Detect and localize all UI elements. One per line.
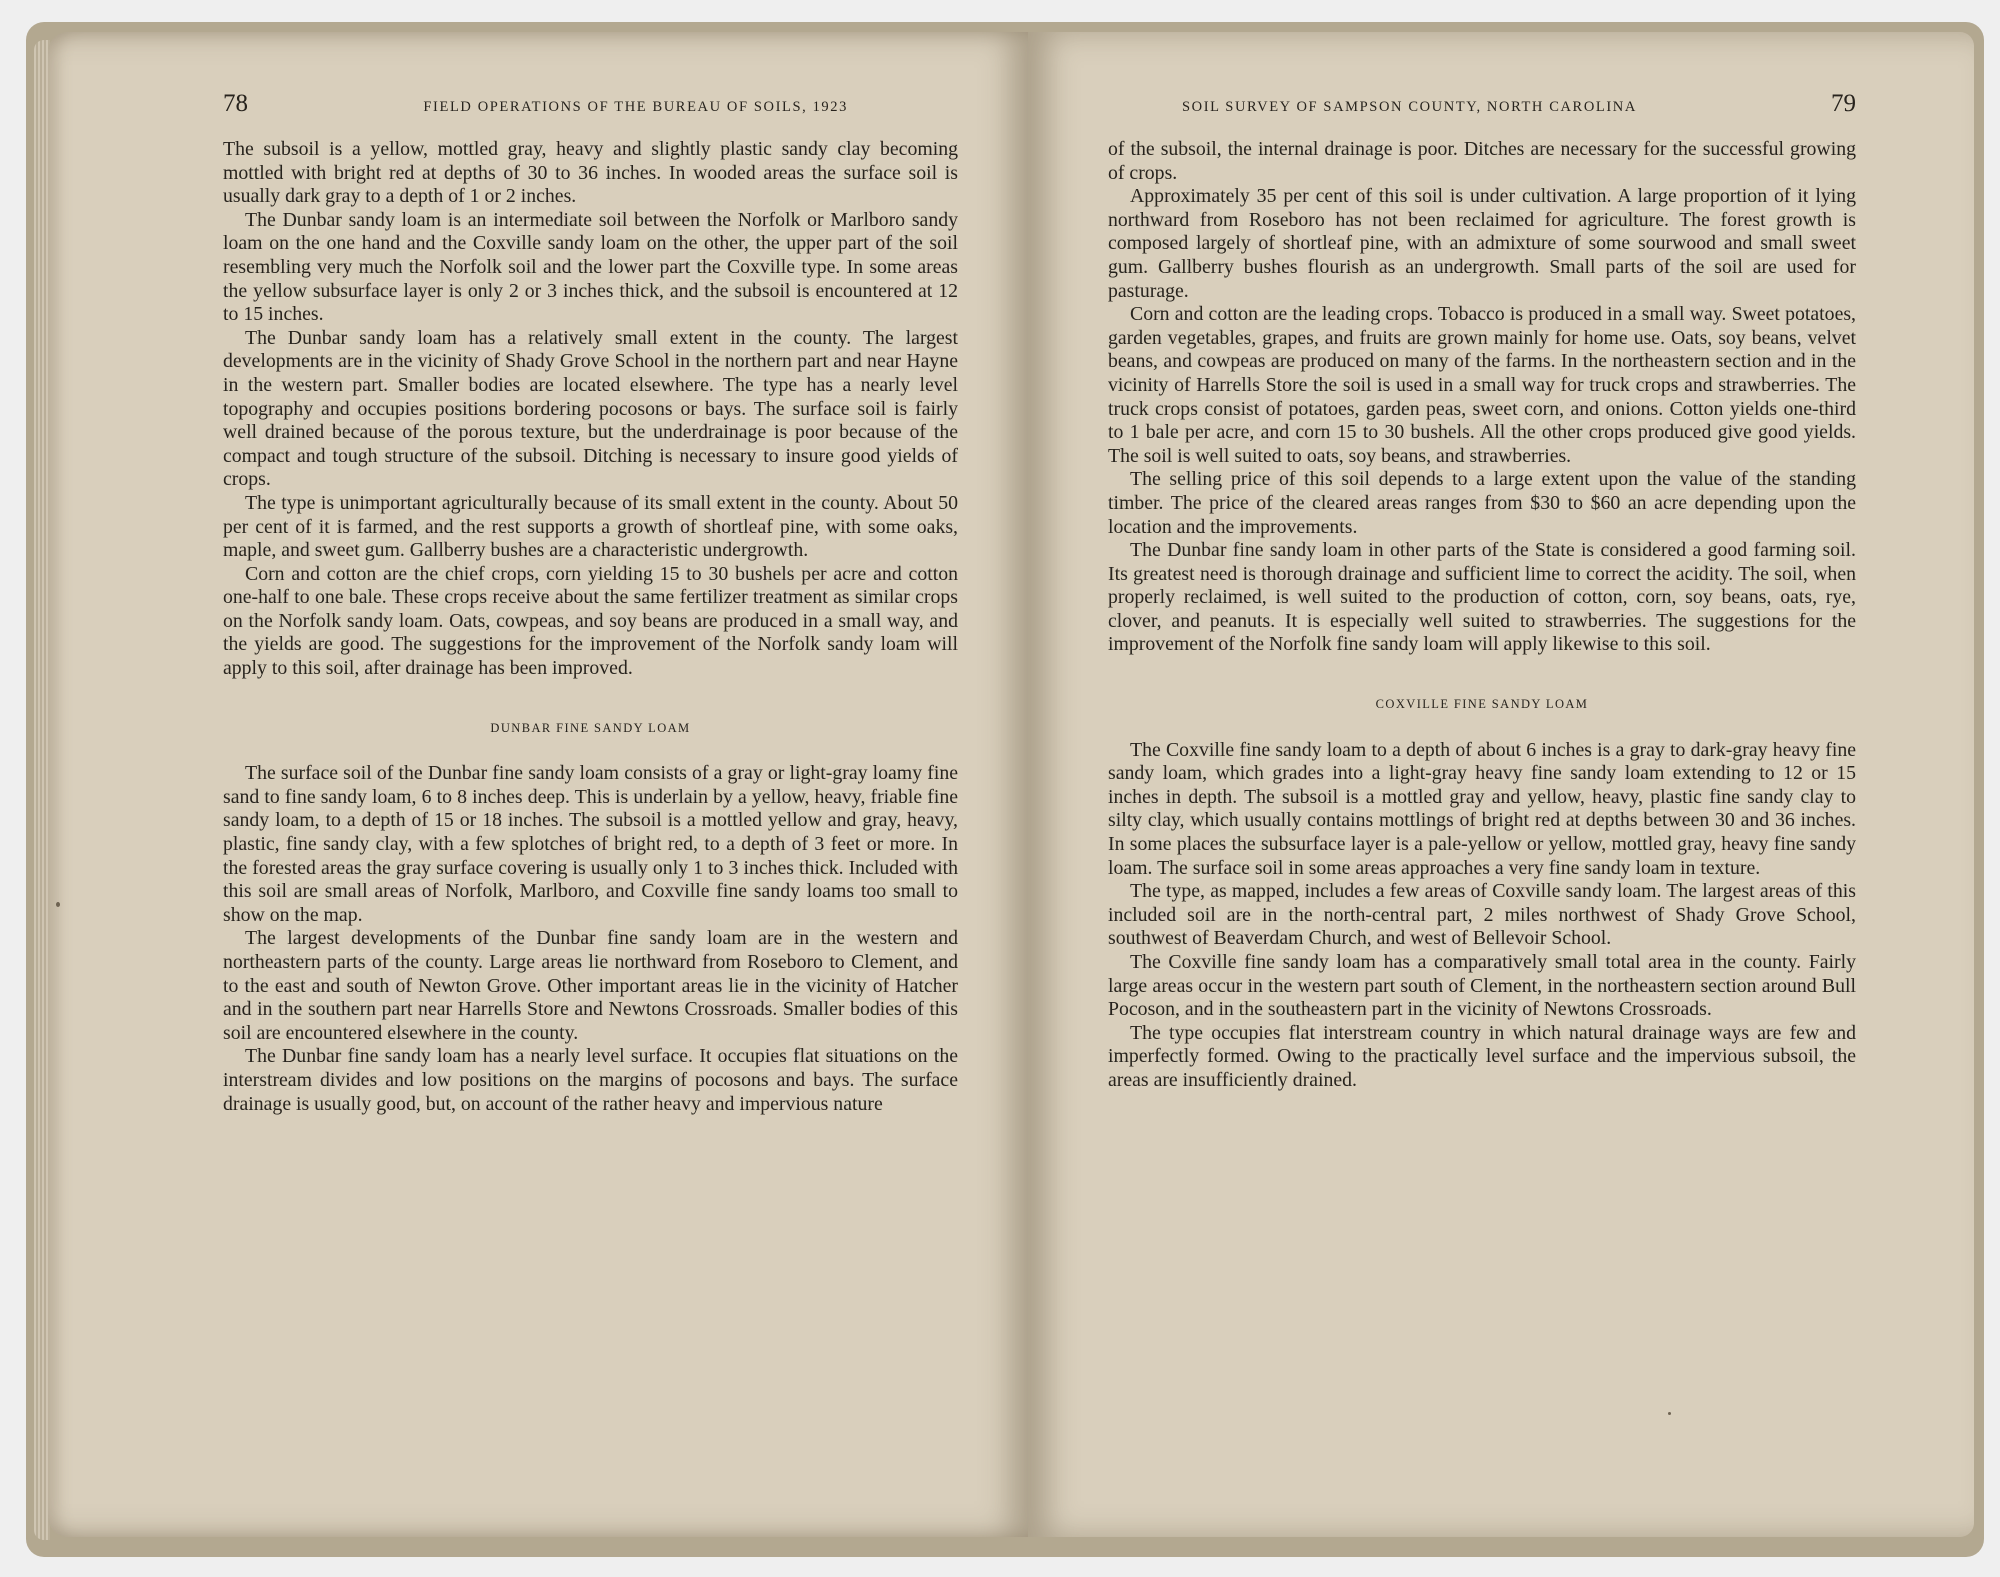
paragraph: of the subsoil, the internal drainage is poor. Ditches are necessary for the successful growing of crops. [1108, 138, 1856, 184]
paragraph: Corn and cotton are the chief crops, corn yielding 15 to 30 bushels per acre and cotton one-half to one bale. These crops receive about the same fertilizer treatment as similar crops on the Norfolk sandy loam. Oats, cowpeas, and soy beans are produced in a small way, and the yields are good. The suggestions for the improvement of the Norfolk sandy loam will apply to this soil, after drainage has been improved. [223, 562, 958, 680]
paragraph: The type is unimportant agriculturally because of its small extent in the county. About 50 per cent of it is farmed, and the rest supports a growth of shortleaf pine, with some oaks, maple, and sweet gum. Gallberry bushes are a characteristic undergrowth. [223, 491, 958, 562]
right-page-number: 79 [1831, 90, 1856, 117]
right-page-header [1108, 90, 1856, 128]
paragraph: The Dunbar fine sandy loam has a nearly level surface. It occupies flat situations on the interstream divides and low positions on the margins of pocosons and bays. The surface drainage is usually good, but, on account of the rather heavy and impervious nature [223, 1045, 958, 1115]
paragraph: Approximately 35 per cent of this soil is under cultivation. A large proportion of it lying northward from Roseboro has not been reclaimed for agriculture. The forest growth is composed largely of shortleaf pine, with an admixture of some sourwood and small sweet gum. Gallberry bushes flourish as an undergrowth. Small parts of the soil are used for pasturage. [1108, 185, 1856, 302]
left-page [48, 32, 1028, 1537]
paragraph: The largest developments of the Dunbar fine sandy loam are in the western and northeastern parts of the county. Large areas lie northward from Roseboro to Clement, and to the east and south of Newton Grove. Other important areas lie in the vicinity of Hatcher and in the southern part near Harrells Store and Newtons Crossroads. Smaller bodies of this soil are encountered elsewhere in the county. [223, 927, 958, 1044]
paragraph: The Coxville fine sandy loam to a depth of about 6 inches is a gray to dark-gray heavy fine sandy loam, which grades into a light-gray heavy fine sandy loam extending to 12 or 15 inches in depth. The subsoil is a mottled gray and yellow, heavy, plastic fine sandy clay to silty clay, which usually contains mottlings of bright red at depths between 30 and 36 inches. In some places the subsurface layer is a pale-yellow or yellow, mottled gray, heavy fine sandy loam. The surface soil in some areas approaches a very fine sandy loam in texture. [1108, 738, 1856, 879]
paragraph: The type, as mapped, includes a few areas of Coxville sandy loam. The largest areas of this included soil are in the north-central part, 2 miles northwest of Shady Grove School, southwest of Beaverdam Church, and west of Bellevoir School. [1108, 880, 1856, 950]
paper-speck [56, 902, 60, 907]
paragraph: The subsoil is a yellow, mottled gray, heavy and slightly plastic sandy clay becoming mottled with bright red at depths of 30 to 36 inches. In wooded areas the surface soil is usually dark gray to a depth of 1 or 2 inches. [223, 138, 958, 208]
left-running-head: FIELD OPERATIONS OF THE BUREAU OF SOILS, 1923 [423, 99, 848, 115]
left-body-text [223, 138, 958, 1116]
right-running-head: SOIL SURVEY OF SAMPSON COUNTY, NORTH CAROLINA [1182, 99, 1637, 115]
paragraph: The selling price of this soil depends to a large extent upon the value of the standing timber. The price of the cleared areas ranges from $30 to $60 an acre depending upon the location and the improvements. [1108, 468, 1856, 538]
paragraph: The surface soil of the Dunbar fine sandy loam consists of a gray or light-gray loamy fine sand to fine sandy loam, 6 to 8 inches deep. This is underlain by a yellow, heavy, friable fine sandy loam, to a depth of 15 or 18 inches. The subsoil is a mottled yellow and gray, heavy, plastic, fine sandy clay, with a few splotches of bright red, to a depth of 3 feet or more. In the forested areas the gray surface covering is usually only 1 to 3 inches thick. Included with this soil are small areas of Norfolk, Marlboro, and Coxville fine sandy loams too small to show on the map. [223, 762, 958, 926]
left-page-number: 78 [223, 90, 248, 117]
paragraph: Corn and cotton are the leading crops. Tobacco is produced in a small way. Sweet potatoes, garden vegetables, grapes, and fruits are grown mainly for home use. Oats, soy beans, velvet beans, and cowpeas are produced on many of the farms. In the northeastern section and in the vicinity of Harrells Store the soil is used in a small way for truck crops and strawberries. The truck crops consist of potatoes, garden peas, sweet corn, and onions. Cotton yields one-third to 1 bale per acre, and corn 15 to 30 bushels. All the other crops produced give good yields. The soil is well suited to oats, soy beans, and strawberries. [1108, 303, 1856, 467]
left-page-header [223, 90, 958, 128]
right-page [1028, 32, 1974, 1537]
paper-speck [1668, 1412, 1671, 1415]
section-heading-coxville: COXVILLE FINE SANDY LOAM [1375, 697, 1589, 712]
paragraph: The Coxville fine sandy loam has a comparatively small total area in the county. Fairly large areas occur in the western part south of Clement, in the northeastern section around Bull Pocoson, and in the southeastern part in the vicinity of Newtons Crossroads. [1108, 951, 1856, 1021]
right-body-text [1108, 138, 1856, 1093]
section-heading-dunbar: DUNBAR FINE SANDY LOAM [490, 720, 691, 735]
paragraph: The Dunbar fine sandy loam in other parts of the State is considered a good farming soil. Its greatest need is thorough drainage and sufficient lime to correct the acidity. The soil, when properly reclaimed, is well suited to the production of cotton, corn, soy beans, oats, rye, clover, and peanuts. It is especially well suited to strawberries. The suggestions for the improvement of the Norfolk fine sandy loam will apply likewise to this soil. [1108, 539, 1856, 656]
paragraph: The type occupies flat interstream country in which natural drainage ways are few and imperfectly formed. Owing to the practically level surface and the impervious subsoil, the areas are insufficiently drained. [1108, 1021, 1856, 1091]
paragraph: The Dunbar sandy loam has a relatively small extent in the county. The largest developments are in the vicinity of Shady Grove School in the northern part and near Hayne in the western part. Smaller bodies are located elsewhere. The type has a nearly level topography and occupies positions bordering pocosons or bays. The surface soil is fairly well drained because of the porous texture, but the underdrainage is poor because of the compact and tough structure of the subsoil. Ditching is necessary to insure good yields of crops. [223, 326, 958, 491]
paragraph: The Dunbar sandy loam is an intermediate soil between the Norfolk or Marlboro sandy loam on the one hand and the Coxville sandy loam on the other, the upper part of the soil resembling very much the Norfolk soil and the lower part the Coxville type. In some areas the yellow subsurface layer is only 2 or 3 inches thick, and the subsoil is encountered at 12 to 15 inches. [223, 208, 958, 326]
